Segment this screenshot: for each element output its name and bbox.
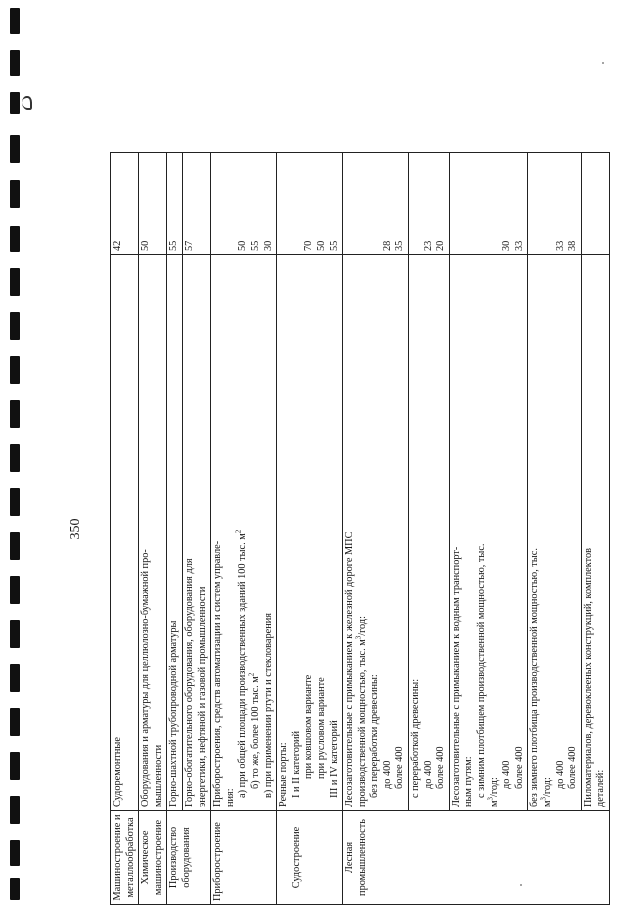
binding-hole xyxy=(10,8,20,34)
table-row xyxy=(528,153,581,905)
value-cell: 28 35 xyxy=(343,153,409,255)
binding-hole xyxy=(10,50,20,76)
binding-hole xyxy=(10,796,20,824)
binding-hole xyxy=(10,488,20,516)
scan-speck xyxy=(602,62,604,64)
activity-cell: Оборудования и арматуры для целлюлозно-бумажной про- мышленности xyxy=(139,255,167,811)
activity-cell: Горно-обогатительного оборудования, оборудования для энергетики, нефтяной и газовой промышленности xyxy=(182,255,210,811)
table-row xyxy=(139,153,167,905)
binding-hole xyxy=(10,444,20,472)
branch-cell: Производство оборудования xyxy=(167,811,211,905)
binding-hole xyxy=(10,664,20,692)
branch-cell: Машиностроение и металлообработка xyxy=(111,811,139,905)
branch-cell: Лесная промышленность xyxy=(343,811,610,905)
table-row xyxy=(409,153,450,905)
binding-hole xyxy=(10,620,20,648)
binding-hole xyxy=(10,752,20,780)
value-cell: 30 33 xyxy=(449,153,528,255)
norms-table xyxy=(110,152,610,905)
activity-cell: Речные порты: I и II категорий при ковшовом варианте при русловом варианте III и IV категорий xyxy=(277,255,343,811)
value-cell: 42 xyxy=(111,153,139,255)
rotated-page xyxy=(55,153,610,905)
binding-hole xyxy=(10,92,20,114)
table-row xyxy=(182,153,210,905)
value-cell: 57 xyxy=(182,153,210,255)
branch-cell: Приборостроение xyxy=(211,811,277,905)
activity-cell: без зимнего плотбища производственной мощностью, тыс. $м^3$/год: до 400 более 400 xyxy=(528,255,581,811)
activity-cell: Пиломатериалов, деревоклееных конструкций, комплектов деталей: xyxy=(581,255,609,811)
binding-hole xyxy=(10,135,20,163)
activity-cell: Судоремонтные xyxy=(111,255,139,811)
branch-cell: Химическое машиностроение xyxy=(139,811,167,905)
value-cell xyxy=(581,153,609,255)
table-row xyxy=(449,153,528,905)
activity-cell: Приборостроения, средств автоматизации и систем управле- ния: а) при общей площади производственных зданий 100 тыс. $м^2$ б) то же, более 100 тыс. $м^2$ в) при применении ртути и стекловарения xyxy=(211,255,277,811)
binding-hole xyxy=(10,400,20,428)
table-row xyxy=(167,153,183,905)
value-cell: 50 55 30 xyxy=(211,153,277,255)
activity-cell: с переработкой древесины: до 400 более 400 xyxy=(409,255,450,811)
branch-cell: Судостроение xyxy=(277,811,343,905)
value-cell: 55 xyxy=(167,153,183,255)
binding-hole xyxy=(10,576,20,604)
page-number: 350 xyxy=(68,518,83,540)
binding-hole xyxy=(10,708,20,736)
table-row xyxy=(111,153,139,905)
binding-hole xyxy=(10,532,20,560)
table-row xyxy=(343,153,409,905)
binding-hole xyxy=(10,840,20,866)
activity-cell: Лесозаготовительные с примыканием к железной дороге МПС производственной мощностью, тыс. $м^3$/год: без переработки древесины: до 400 более 400 xyxy=(343,255,409,811)
value-cell: 50 xyxy=(139,153,167,255)
binding-hole xyxy=(10,878,20,900)
table-row xyxy=(211,153,277,905)
scan-smudge xyxy=(22,96,32,110)
value-cell: 70 50 55 xyxy=(277,153,343,255)
value-cell: 33 38 xyxy=(528,153,581,255)
table-row xyxy=(581,153,609,905)
binding-hole xyxy=(10,180,20,208)
table-row xyxy=(277,153,343,905)
activity-cell: Лесозаготовительные с примыканием к водным транспорт- ным путям: с зимним плотбищем производственной мощностью, тыс. $м^3$/год: до 400 более 400 xyxy=(449,255,528,811)
binding-hole xyxy=(10,356,20,384)
value-cell: 23 20 xyxy=(409,153,450,255)
binding-hole xyxy=(10,312,20,340)
activity-cell: Горно-шахтной трубопроводной арматуры xyxy=(167,255,183,811)
binding-hole xyxy=(10,268,20,296)
binding-hole xyxy=(10,226,20,252)
